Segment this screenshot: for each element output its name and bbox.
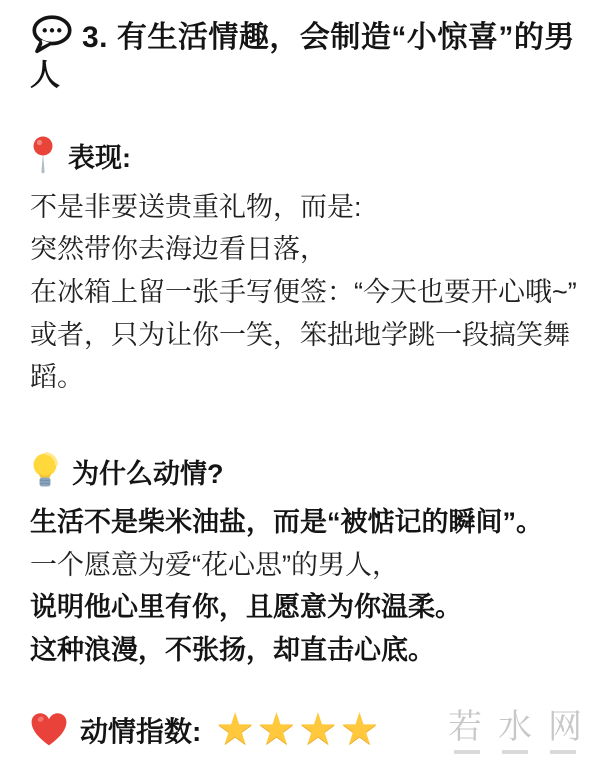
heart-icon — [30, 712, 68, 747]
page-title-text: 3. 有生活情趣，会制造“小惊喜”的男人 — [30, 21, 575, 93]
star-icon: ★ — [339, 704, 380, 754]
rating-label: 动情指数: — [80, 715, 202, 747]
star-icon: ★ — [256, 704, 297, 754]
paragraph: 或者，只为让你一笑，笨拙地学跳一段搞笑舞蹈。 — [30, 319, 570, 393]
paragraph: 说明他心里有你，且愿意为你温柔。 — [30, 592, 462, 623]
section-heading-text: 表现: — [68, 143, 131, 174]
page-title — [30, 14, 580, 96]
star-rating — [215, 704, 380, 754]
paragraph: 这种浪漫，不张扬，却直击心底。 — [30, 635, 435, 666]
paragraph: 一个愿意为爱“花心思”的男人， — [30, 549, 399, 580]
section-heading-text: 为什么动情? — [72, 458, 224, 489]
paragraph: 生活不是柴米油盐，而是“被惦记的瞬间”。 — [30, 507, 543, 538]
paragraph: 突然带你去海边看日落， — [30, 234, 327, 265]
watermark-subtext — [448, 748, 582, 754]
performance-paragraphs — [30, 186, 580, 399]
why-paragraphs — [30, 501, 580, 672]
star-icon: ★ — [298, 704, 338, 754]
lightbulb-icon — [30, 451, 60, 491]
section-heading-why — [30, 451, 580, 491]
watermark-text: 若水网 — [448, 708, 598, 746]
watermark — [448, 699, 598, 754]
paragraph: 不是非要送贵重礼物，而是: — [30, 191, 362, 222]
star-icon: ★ — [215, 704, 255, 754]
pushpin-icon — [30, 136, 56, 176]
paragraph: 在冰箱上留一张手写便签：“今天也要开心哦~” — [30, 277, 577, 308]
section-heading-performance — [30, 136, 580, 176]
speech-bubble-icon — [30, 14, 74, 54]
